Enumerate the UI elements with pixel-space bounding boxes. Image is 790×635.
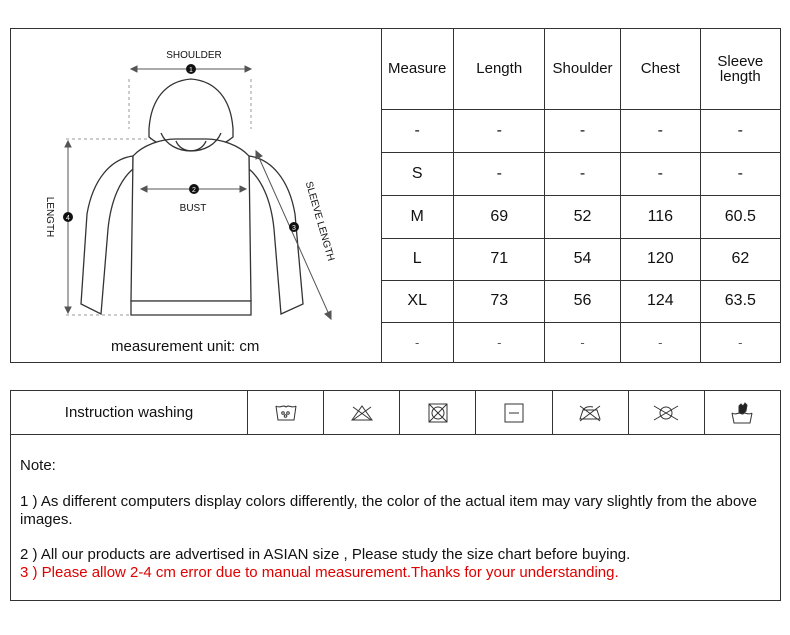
table-cell: XL: [381, 280, 454, 322]
do-not-tumble-dry-icon: [400, 391, 476, 434]
do-not-iron-icon: [553, 391, 629, 434]
table-cell: M: [381, 195, 454, 238]
hoodie-diagram: [11, 29, 382, 362]
table-row: [381, 195, 780, 238]
table-cell: -: [620, 109, 700, 152]
header-shoulder: Shoulder: [545, 29, 621, 109]
measurement-unit-label: measurement unit: cm: [111, 338, 260, 355]
bust-label: BUST: [179, 203, 207, 214]
table-row: [381, 322, 780, 362]
note-item: 2 ) All our products are advertised in ASIAN size , Please study the size chart before buying.: [20, 546, 631, 563]
table-cell: -: [454, 322, 545, 362]
size-table: [381, 29, 780, 362]
note-item: 1 ) As different computers display colors differently, the color of the actual item may vary slightly from the above images.: [20, 493, 758, 528]
table-cell: -: [545, 322, 621, 362]
table-row: [381, 238, 780, 280]
shoulder-label: SHOULDER: [166, 50, 222, 61]
svg-text:1: 1: [189, 67, 193, 74]
table-cell: 54: [545, 238, 621, 280]
table-cell: -: [454, 109, 545, 152]
table-cell: 69: [454, 195, 545, 238]
note-title: Note:: [20, 457, 56, 474]
table-cell: 124: [620, 280, 700, 322]
svg-text:4: 4: [66, 215, 70, 222]
marker-1: [186, 64, 196, 74]
table-row: [381, 280, 780, 322]
marker-4: [63, 212, 73, 222]
table-cell: 71: [454, 238, 545, 280]
dry-flat-icon: [476, 391, 552, 434]
table-cell: 120: [620, 238, 700, 280]
header-measure: Measure: [381, 29, 454, 109]
table-cell: -: [454, 152, 545, 195]
table-cell: S: [381, 152, 454, 195]
table-cell: -: [620, 152, 700, 195]
washing-title: Instruction washing: [11, 391, 248, 434]
table-header-row: [381, 29, 780, 109]
table-cell: 73: [454, 280, 545, 322]
notes-panel: [10, 434, 781, 601]
table-cell: -: [700, 322, 780, 362]
marker-3: [289, 222, 299, 232]
svg-text:3: 3: [292, 225, 296, 232]
header-sleeve-length: Sleeve length: [700, 29, 780, 109]
note-item-highlighted: 3 ) Please allow 2-4 cm error due to manual measurement.Thanks for your understanding.: [20, 564, 619, 581]
table-cell: -: [381, 109, 454, 152]
table-cell: 60.5: [700, 195, 780, 238]
sleeve-length-label: SLEEVE LENGTH: [302, 180, 337, 263]
washing-instructions: [10, 390, 781, 435]
table-cell: -: [545, 109, 621, 152]
header-chest: Chest: [620, 29, 700, 109]
table-cell: 56: [545, 280, 621, 322]
table-cell: 52: [545, 195, 621, 238]
length-label: LENGTH: [44, 196, 55, 238]
do-not-bleach-icon: [324, 391, 400, 434]
marker-2: [189, 184, 199, 194]
table-row: [381, 109, 780, 152]
table-row: [381, 152, 780, 195]
hand-wash-icon: [705, 391, 780, 434]
table-cell: 63.5: [700, 280, 780, 322]
table-cell: 62: [700, 238, 780, 280]
table-cell: -: [620, 322, 700, 362]
table-cell: L: [381, 238, 454, 280]
table-cell: 116: [620, 195, 700, 238]
table-cell: -: [700, 152, 780, 195]
table-cell: -: [545, 152, 621, 195]
hand-wash-30-icon: [248, 391, 324, 434]
hoodie-illustration: [11, 29, 381, 362]
do-not-dry-clean-icon: [629, 391, 705, 434]
table-cell: -: [415, 334, 420, 350]
table-cell: -: [700, 109, 780, 152]
size-chart-panel: [10, 28, 781, 363]
svg-text:2: 2: [192, 187, 196, 194]
header-length: Length: [454, 29, 545, 109]
